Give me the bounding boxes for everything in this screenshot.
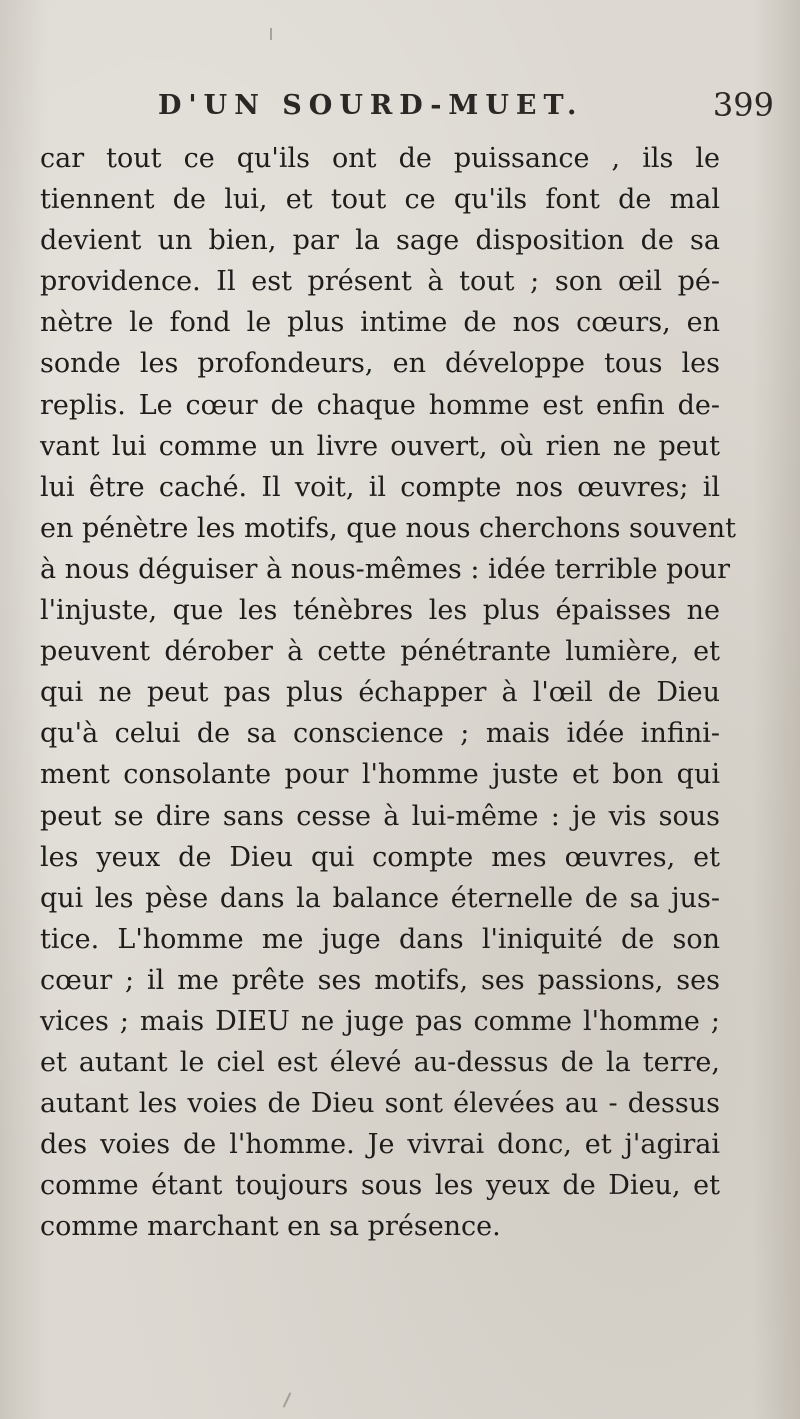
text-line: replis. Le cœur de chaque homme est enfin de-: [40, 389, 720, 421]
text-line: comme étant toujours sous les yeux de Dieu, et: [40, 1170, 720, 1202]
paper-mark: [283, 1392, 292, 1407]
text-line: lui être caché. Il voit, il compte nos œuvres; il: [40, 471, 720, 503]
text-line: nètre le fond le plus intime de nos cœurs, en: [40, 307, 720, 339]
text-line: l'injuste, que les ténèbres les plus épaisses ne: [40, 595, 720, 627]
text-line: sonde les profondeurs, en développe tous les: [40, 348, 720, 380]
text-line: devient un bien, par la sage disposition de sa: [40, 225, 720, 257]
text-line: les yeux de Dieu qui compte mes œuvres, et: [40, 841, 720, 873]
text-line: peut se dire sans cesse à lui-même : je vis sous: [40, 800, 720, 832]
text-line: qui ne peut pas plus échapper à l'œil de Dieu: [40, 677, 720, 709]
text-line: à nous déguiser à nous-mêmes : idée terrible pour: [40, 553, 731, 585]
text-line: qui les pèse dans la balance éternelle de sa jus-: [40, 882, 720, 914]
text-line: vant lui comme un livre ouvert, où rien ne peut: [40, 430, 720, 462]
text-line: comme marchant en sa présence.: [40, 1211, 501, 1243]
text-line: autant les voies de Dieu sont élevées au - dessus: [40, 1088, 720, 1120]
text-line: des voies de l'homme. Je vivrai donc, et j'agirai: [40, 1129, 720, 1161]
text-line: ment consolante pour l'homme juste et bon qui: [40, 759, 720, 791]
text-line: tice. L'homme me juge dans l'iniquité de son: [40, 923, 720, 955]
text-line: providence. Il est présent à tout ; son œil pé-: [40, 266, 720, 298]
paper-mark: [270, 28, 272, 40]
text-line: peuvent dérober à cette pénétrante lumière, et: [40, 636, 720, 668]
text-line: en pénètre les motifs, que nous cherchons souvent: [40, 512, 736, 544]
text-line: vices ; mais DIEU ne juge pas comme l'homme ;: [40, 1005, 720, 1037]
text-line: car tout ce qu'ils ont de puissance , ils le: [40, 143, 720, 174]
running-head: D'UN SOURD-MUET.: [158, 90, 584, 121]
text-line: qu'à celui de sa conscience ; mais idée infini-: [40, 718, 720, 750]
text-line: cœur ; il me prête ses motifs, ses passions, ses: [40, 964, 720, 996]
text-line: et autant le ciel est élevé au-dessus de la terre,: [40, 1047, 720, 1079]
text-line: tiennent de lui, et tout ce qu'ils font de mal: [40, 184, 720, 216]
body-text: [40, 138, 736, 1248]
page-number: 399: [712, 86, 774, 124]
